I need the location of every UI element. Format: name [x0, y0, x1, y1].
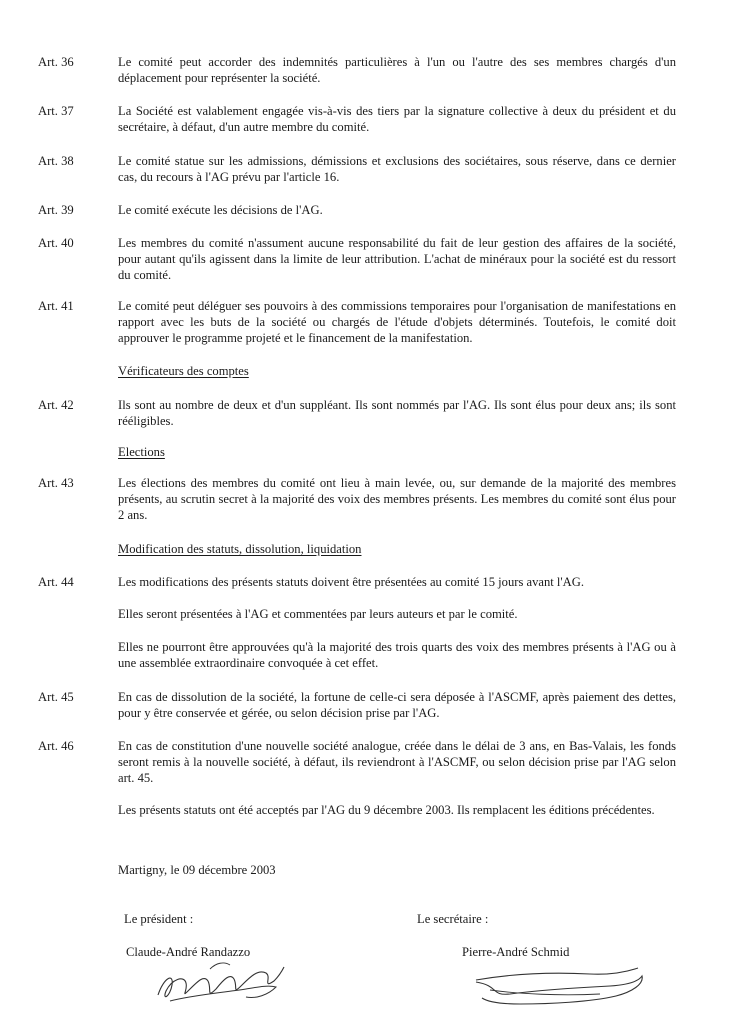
- article-text: Les élections des membres du comité ont lieu à main levée, ou, sur demande de la majorité des membres présents, au scrutin secret à la majorité des voix des membres présents. Les membres du comité sont élus pour 2 ans.: [118, 476, 676, 522]
- president-label: Le président :: [124, 912, 194, 926]
- article-45: [38, 689, 678, 721]
- article-number: Art. 45: [38, 690, 74, 704]
- article-text: En cas de constitution d'une nouvelle société analogue, créée dans le délai de 3 ans, en Bas-Valais, les fonds seront remis à la nouvelle société, à défaut, ils reviendront à l'ASCMF, ou selon décision prise par l'AG selon art. 45.: [118, 739, 676, 785]
- article-number: Art. 43: [38, 476, 74, 490]
- article-44-paragraph-2: Elles seront présentées à l'AG et commentées par leurs auteurs et par le comité.: [118, 607, 518, 621]
- article-41: [38, 298, 678, 346]
- article-44-paragraph-3: Elles ne pourront être approuvées qu'à la majorité des trois quarts des voix des membres présents à l'AG ou à une assemblée extraordinaire convoquée à cet effet.: [118, 640, 676, 670]
- secretary-label: Le secrétaire :: [417, 912, 489, 926]
- article-number: Art. 44: [38, 575, 74, 589]
- article-number: Art. 38: [38, 154, 74, 168]
- place-date: Martigny, le 09 décembre 2003: [118, 863, 276, 877]
- article-42: [38, 397, 678, 429]
- article-36: [38, 54, 678, 86]
- article-number: Art. 39: [38, 203, 74, 217]
- article-number: Art. 41: [38, 299, 74, 313]
- president-signature: [150, 955, 290, 1010]
- article-number: Art. 42: [38, 398, 74, 412]
- secretary-name: Pierre-André Schmid: [462, 945, 570, 959]
- section-heading-verificateurs: Vérificateurs des comptes: [118, 364, 249, 378]
- article-37: [38, 103, 678, 135]
- article-text: Le comité exécute les décisions de l'AG.: [118, 203, 323, 217]
- article-44: [38, 574, 678, 590]
- article-38: [38, 153, 678, 185]
- article-number: Art. 37: [38, 104, 74, 118]
- article-number: Art. 40: [38, 236, 74, 250]
- article-text: Le comité peut accorder des indemnités particulières à l'un ou l'autre des ses membres chargés d'un déplacement pour représenter la société.: [118, 55, 676, 85]
- article-40: [38, 235, 678, 283]
- president-name: Claude-André Randazzo: [126, 945, 251, 959]
- article-number: Art. 46: [38, 739, 74, 753]
- closing-statement: Les présents statuts ont été acceptés par l'AG du 9 décembre 2003. Ils remplacent les éditions précédentes.: [118, 803, 655, 817]
- article-text: La Société est valablement engagée vis-à-vis des tiers par la signature collective à deux du président et du secrétaire, à défaut, d'un autre membre du comité.: [118, 104, 676, 134]
- section-heading-modification: Modification des statuts, dissolution, liquidation: [118, 542, 362, 556]
- section-heading-elections: Elections: [118, 445, 165, 459]
- article-text: Ils sont au nombre de deux et d'un suppléant. Ils sont nommés par l'AG. Ils sont élus pour deux ans; ils sont rééligibles.: [118, 398, 676, 428]
- secretary-signature: [470, 960, 650, 1015]
- article-39: [38, 202, 678, 218]
- article-43: [38, 475, 678, 523]
- article-text: En cas de dissolution de la société, la fortune de celle-ci sera déposée à l'ASCMF, après paiement des dettes, pour y être conservée et gérée, ou selon décision prise par l'AG.: [118, 690, 676, 720]
- article-46: [38, 738, 678, 786]
- article-text: Le comité statue sur les admissions, démissions et exclusions des sociétaires, sous réserve, dans ce dernier cas, du recours à l'AG prévu par l'article 16.: [118, 154, 676, 184]
- article-text: Les modifications des présents statuts doivent être présentées au comité 15 jours avant l'AG.: [118, 575, 585, 589]
- article-number: Art. 36: [38, 55, 74, 69]
- article-text: Les membres du comité n'assument aucune responsabilité du fait de leur gestion des affaires de la société, pour autant qu'ils agissent dans la limite de leur attribution. L'achat de minéraux pour la société est du ressort du comité.: [118, 236, 676, 282]
- article-text: Le comité peut déléguer ses pouvoirs à des commissions temporaires pour l'organisation de manifestations en rapport avec les buts de la société ou chargés de l'étude d'objets déterminés. Toutefois, le comité doit approuver le programme projeté et le financement de la manifestation.: [118, 299, 676, 345]
